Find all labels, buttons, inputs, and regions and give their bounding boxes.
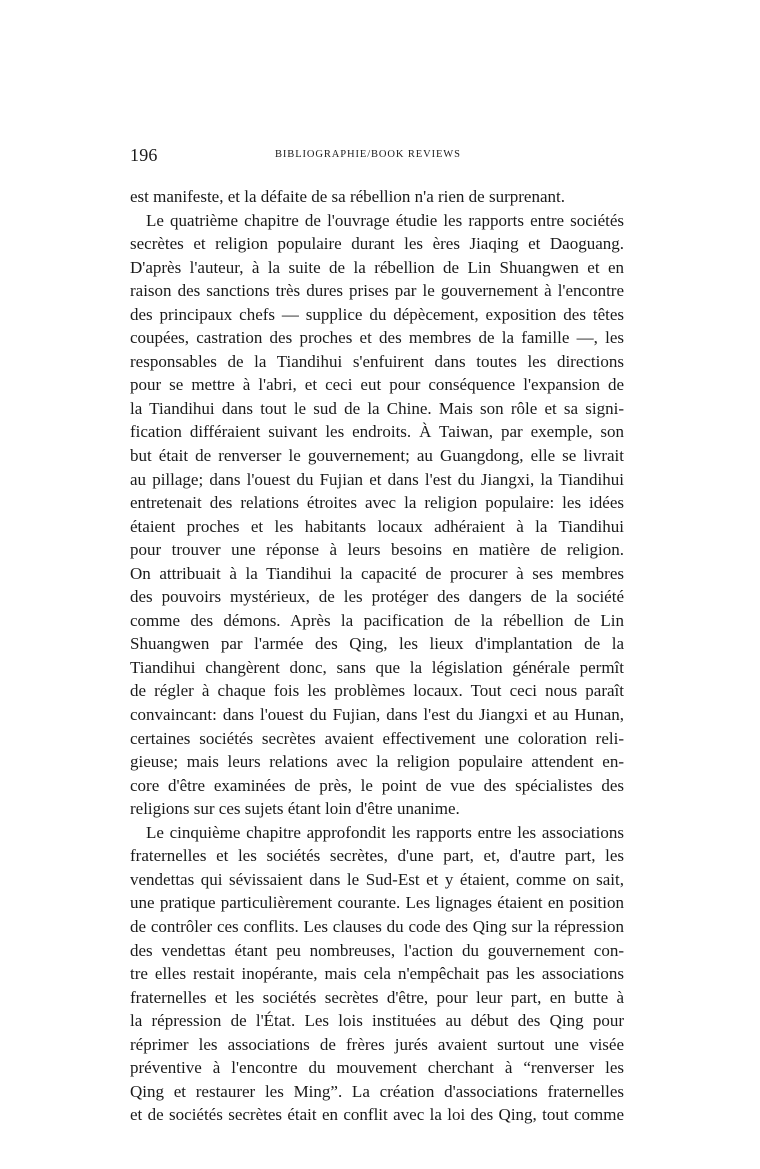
text-line: la répression de l'État. Les lois instituées au début des Qing pour [130,1011,624,1031]
text-line: des vendettas étant peu nombreuses, l'action du gouvernement con- [130,940,624,960]
text-line: est manifeste, et la défaite de sa rébellion n'a rien de surprenant. [130,187,565,206]
text-line: la Tiandihui dans tout le sud de la Chine. Mais son rôle et sa signi- [130,398,624,418]
text-line: des principaux chefs — supplice du dépècement, exposition des têtes [130,304,624,324]
text-line: des pouvoirs mystérieux, de les protéger des dangers de la société [130,587,624,607]
body-text [130,185,624,1127]
running-head: BIBLIOGRAPHIE/BOOK REVIEWS [275,149,461,160]
text-line: au pillage; dans l'ouest du Fujian et dans l'est du Jiangxi, la Tiandihui [130,469,624,489]
text-line: religions sur ces sujets étant loin d'être unanime. [130,799,460,819]
text-line: Qing et restaurer les Ming”. La création d'associations fraternelles [130,1081,624,1101]
text-line: préventive à l'encontre du mouvement cherchant à “renverser les [130,1058,624,1078]
text-line: Tiandihui changèrent donc, sans que la législation générale permît [130,657,624,677]
text-line: tre elles restait inopérante, mais cela n'empêchait pas les associations [130,964,624,984]
text-line: entretenait des relations étroites avec la religion populaire: les idées [130,493,624,513]
text-line: fraternelles et les sociétés secrètes, d'une part, et, d'autre part, les [130,846,624,866]
text-line: fraternelles et les sociétés secrètes d'être, pour leur part, en butte à [130,987,624,1007]
text-line: une pratique particulièrement courante. Les lignages étaient en position [130,893,624,913]
text-line: core d'être examinées de près, le point de vue des spécialistes des [130,775,624,795]
text-line: réprimer les associations de frères jurés avaient surtout une visée [130,1034,624,1054]
text-line: comme des démons. Après la pacification de la rébellion de Lin [130,610,624,630]
text-line: et de sociétés secrètes était en conflit avec la loi des Qing, tout comme [130,1105,624,1125]
text-line: de régler à chaque fois les problèmes locaux. Tout ceci nous paraît [130,681,624,701]
text-line: Le cinquième chapitre approfondit les rapports entre les associations [146,822,624,842]
text-line: D'après l'auteur, à la suite de la rébellion de Lin Shuangwen et en [130,257,624,277]
text-line: Le quatrième chapitre de l'ouvrage étudie les rapports entre sociétés [146,210,624,230]
text-line: Shuangwen par l'armée des Qing, les lieux d'implantation de la [130,634,624,654]
text-line: responsables de la Tiandihui s'enfuirent dans toutes les directions [130,351,624,371]
text-line: de contrôler ces conflits. Les clauses du code des Qing sur la répression [130,916,624,936]
text-line: pour se mettre à l'abri, et ceci eut pour conséquence l'expansion de [130,375,624,395]
text-line: On attribuait à la Tiandihui la capacité de procurer à ses membres [130,563,624,583]
text-line: gieuse; mais leurs relations avec la religion populaire attendent en- [130,752,624,772]
text-line: convaincant: dans l'ouest du Fujian, dans l'est du Jiangxi et au Hunan, [130,705,624,725]
text-line: certaines sociétés secrètes avaient effectivement une coloration reli- [130,728,624,748]
text-line: raison des sanctions très dures prises par le gouvernement à l'encontre [130,281,624,301]
text-line: vendettas qui sévissaient dans le Sud-Est et y étaient, comme on sait, [130,869,624,889]
page-number: 196 [130,145,158,165]
text-line: fication différaient suivant les endroits. À Taiwan, par exemple, son [130,422,624,442]
text-line: étaient proches et les habitants locaux adhéraient à la Tiandihui [130,516,624,536]
text-line: secrètes et religion populaire durant les ères Jiaqing et Daoguang. [130,234,624,254]
page-header [130,143,624,167]
text-line: but était de renverser le gouvernement; au Guangdong, elle se livrait [130,446,624,466]
text-line: pour trouver une réponse à leurs besoins en matière de religion. [130,540,624,560]
text-line: coupées, castration des proches et des membres de la famille —, les [130,328,624,348]
